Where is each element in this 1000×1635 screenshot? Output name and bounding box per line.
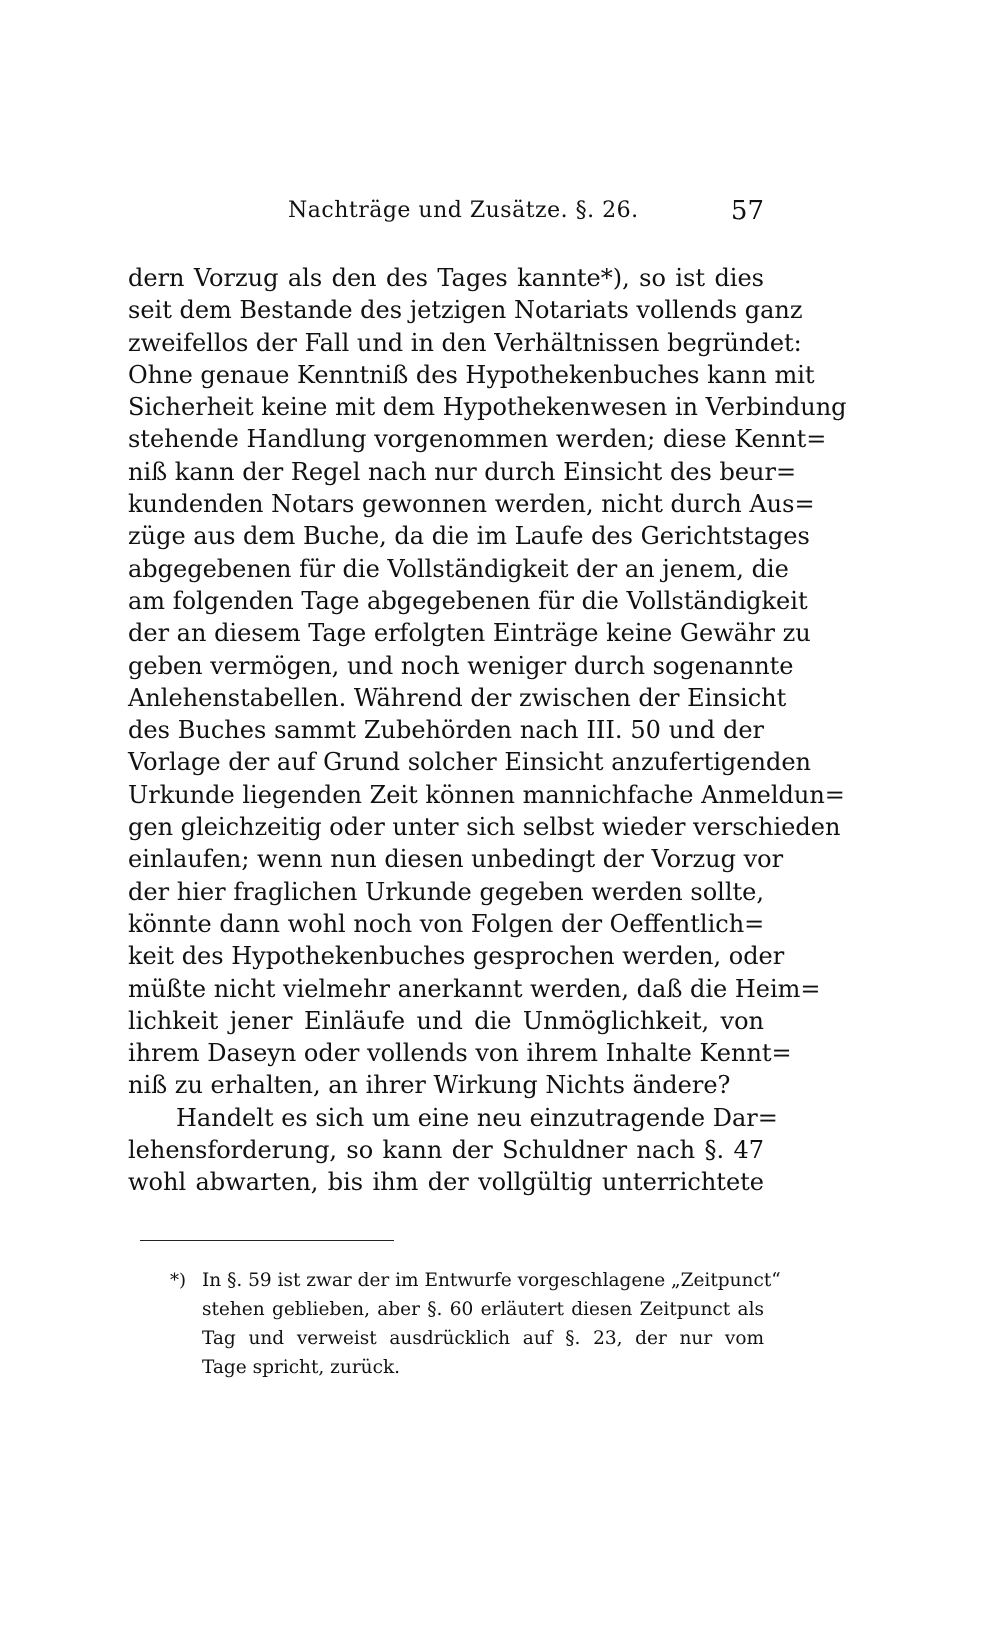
- footnote-text: In §. 59 ist zwar der im Entwurfe vorgeschlagene „Zeitpunct“: [202, 1270, 781, 1291]
- text-line: am folgenden Tage abgegebenen für die Vollständigkeit: [128, 586, 808, 615]
- text-line: wohl abwarten, bis ihm der vollgültig unterrichtete: [128, 1168, 764, 1197]
- text-line: Sicherheit keine mit dem Hypothekenwesen in Verbindung: [128, 393, 847, 422]
- footnote-line: [170, 1266, 781, 1295]
- text-line: kundenden Notars gewonnen werden, nicht durch Aus=: [128, 490, 815, 519]
- text-line: Vorlage der auf Grund solcher Einsicht anzufertigenden: [128, 748, 811, 777]
- footnote-line: stehen geblieben, aber §. 60 erläutert diesen Zeitpunct als: [202, 1299, 764, 1320]
- text-line: lichkeit jener Einläufe und die Unmöglichkeit, von: [128, 1006, 764, 1035]
- text-line: gen gleichzeitig oder unter sich selbst wieder verschieden: [128, 813, 841, 842]
- body-text: [128, 262, 847, 1199]
- text-line: der hier fraglichen Urkunde gegeben werden sollte,: [128, 877, 764, 906]
- footnote-line: Tag und verweist ausdrücklich auf §. 23, der nur vom: [202, 1328, 764, 1349]
- footnote-marker: *): [170, 1270, 187, 1291]
- text-line: züge aus dem Buche, da die im Laufe des Gerichtstages: [128, 522, 810, 551]
- text-line: einlaufen; wenn nun diesen unbedingt der Vorzug vor: [128, 845, 784, 874]
- text-line: ihrem Daseyn oder vollends von ihrem Inhalte Kennt=: [128, 1039, 792, 1068]
- text-line: Urkunde liegenden Zeit können mannichfache Anmeldun=: [128, 780, 845, 809]
- text-line: Anlehenstabellen. Während der zwischen der Einsicht: [128, 683, 787, 712]
- footnote: [170, 1266, 781, 1382]
- text-line: könnte dann wohl noch von Folgen der Oeffentlich=: [128, 909, 765, 938]
- page-number: 57: [730, 196, 764, 226]
- text-line: geben vermögen, und noch weniger durch sogenannte: [128, 651, 794, 680]
- text-line: müßte nicht vielmehr anerkannt werden, daß die Heim=: [128, 974, 821, 1003]
- running-head: Nachträge und Zusätze. §. 26.: [288, 198, 639, 223]
- text-line: Handelt es sich um eine neu einzutragende Dar=: [176, 1103, 778, 1132]
- text-line: der an diesem Tage erfolgten Einträge keine Gewähr zu: [128, 619, 811, 648]
- text-line: dern Vorzug als den des Tages kannte*), so ist dies: [128, 264, 764, 292]
- footnote-line: Tage spricht, zurück.: [202, 1357, 401, 1378]
- text-line: seit dem Bestande des jetzigen Notariats vollends ganz: [128, 296, 803, 325]
- footnote-rule: [140, 1240, 394, 1241]
- text-line: Ohne genaue Kenntniß des Hypothekenbuches kann mit: [128, 360, 815, 389]
- text-line: des Buches sammt Zubehörden nach III. 50 und der: [128, 716, 764, 745]
- page-header: [128, 196, 764, 236]
- text-line: keit des Hypothekenbuches gesprochen werden, oder: [128, 942, 785, 971]
- text-line: niß kann der Regel nach nur durch Einsicht des beur=: [128, 457, 797, 486]
- text-line: zweifellos der Fall und in den Verhältnissen begründet:: [128, 328, 802, 357]
- text-line: abgegebenen für die Vollständigkeit der an jenem, die: [128, 554, 789, 583]
- text-line: lehensforderung, so kann der Schuldner nach §. 47: [128, 1136, 764, 1165]
- text-line: stehende Handlung vorgenommen werden; diese Kennt=: [128, 425, 827, 454]
- text-line: niß zu erhalten, an ihrer Wirkung Nichts ändere?: [128, 1071, 731, 1100]
